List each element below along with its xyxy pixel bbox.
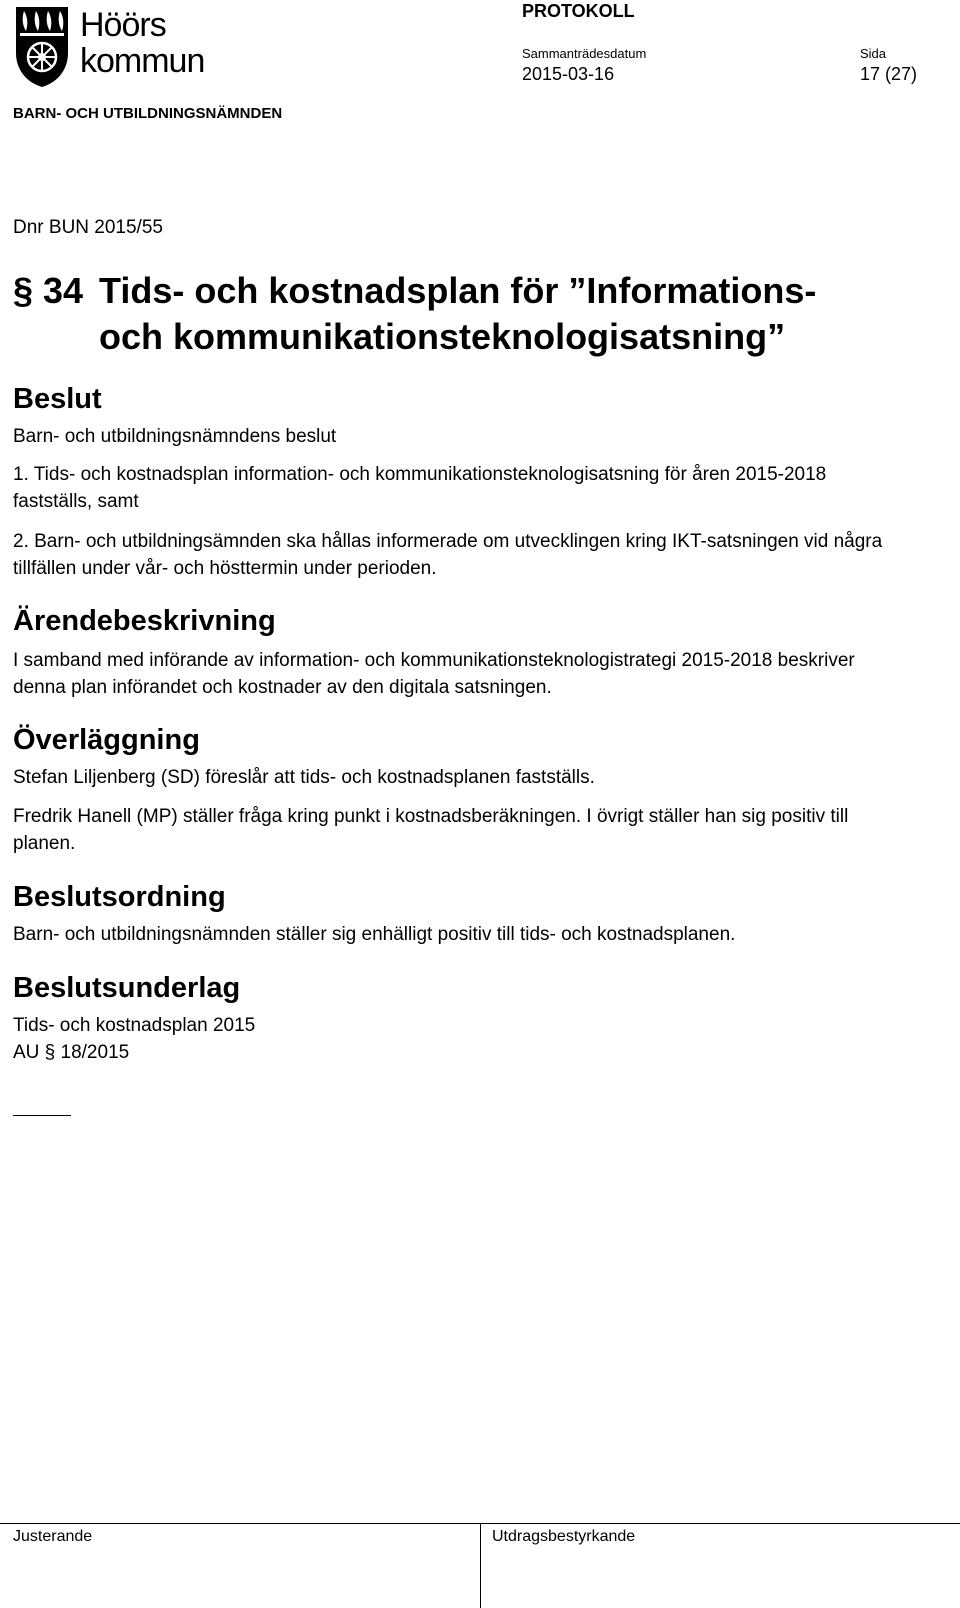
page-label: Sida: [860, 46, 887, 61]
beslutsordning-text: Barn- och utbildningsnämnden ställer sig enhälligt positiv till tids- och kostnadsplanen.: [13, 924, 736, 945]
overlaggning-text-1: Stefan Liljenberg (SD) föreslår att tids- och kostnadsplanen fastställs.: [13, 767, 595, 788]
committee-name: BARN- OCH UTBILDNINGSNÄMNDEN: [13, 105, 283, 122]
heading-beslut: Beslut: [13, 383, 102, 415]
coat-of-arms-icon: [12, 5, 72, 89]
beslut-point-1: 1. Tids- och kostnadsplan information- och kommunikationsteknologisatsning för åren 2015-2018 fastställs, samt: [13, 464, 827, 512]
heading-arendebeskrivning: Ärendebeskrivning: [13, 605, 276, 637]
heading-beslutsunderlag: Beslutsunderlag: [13, 972, 241, 1004]
beslut-intro: Barn- och utbildningsnämndens beslut: [13, 426, 337, 447]
beslutsunderlag-item-2: AU § 18/2015: [13, 1042, 130, 1063]
logo-line-2: kommun: [80, 42, 205, 80]
title-line-2: och kommunikationsteknologisatsning”: [99, 316, 786, 357]
arende-text: I samband med införande av information- och kommunikationsteknologistrategi 2015-2018 beskriver denna plan införandet och kostnader av den digitala satsningen.: [13, 650, 855, 698]
end-rule: [13, 1115, 71, 1116]
logo-wordmark: [80, 7, 204, 79]
heading-beslutsordning: Beslutsordning: [13, 881, 226, 913]
footer-column-divider: [480, 1523, 481, 1608]
footer-utdragsbestyrkande: Utdragsbestyrkande: [492, 1528, 636, 1545]
meeting-date-value: 2015-03-16: [522, 64, 615, 84]
logo-line-1: Höörs: [80, 6, 166, 44]
municipality-logo: [12, 5, 212, 89]
beslut-point-2: 2. Barn- och utbildningsämnden ska hållas informerade om utvecklingen kring IKT-satsningen vid några tillfällen under vår- och hösttermin under perioden.: [13, 531, 883, 579]
footer-justerande: Justerande: [13, 1528, 93, 1545]
meeting-date-label: Sammanträdesdatum: [522, 46, 647, 61]
page-title: [13, 268, 816, 360]
page-number: 17 (27): [860, 64, 918, 84]
title-line-1: Tids- och kostnadsplan för ”Informations-: [99, 270, 817, 311]
document-type: PROTOKOLL: [522, 1, 635, 21]
heading-overlaggning: Överläggning: [13, 724, 200, 756]
overlaggning-text-2: Fredrik Hanell (MP) ställer fråga kring punkt i kostnadsberäkningen. I övrigt ställer han sig positiv till planen.: [13, 806, 849, 854]
diary-number: Dnr BUN 2015/55: [13, 217, 163, 238]
paragraph-number: § 34: [13, 270, 84, 311]
beslutsunderlag-item-1: Tids- och kostnadsplan 2015: [13, 1015, 256, 1036]
